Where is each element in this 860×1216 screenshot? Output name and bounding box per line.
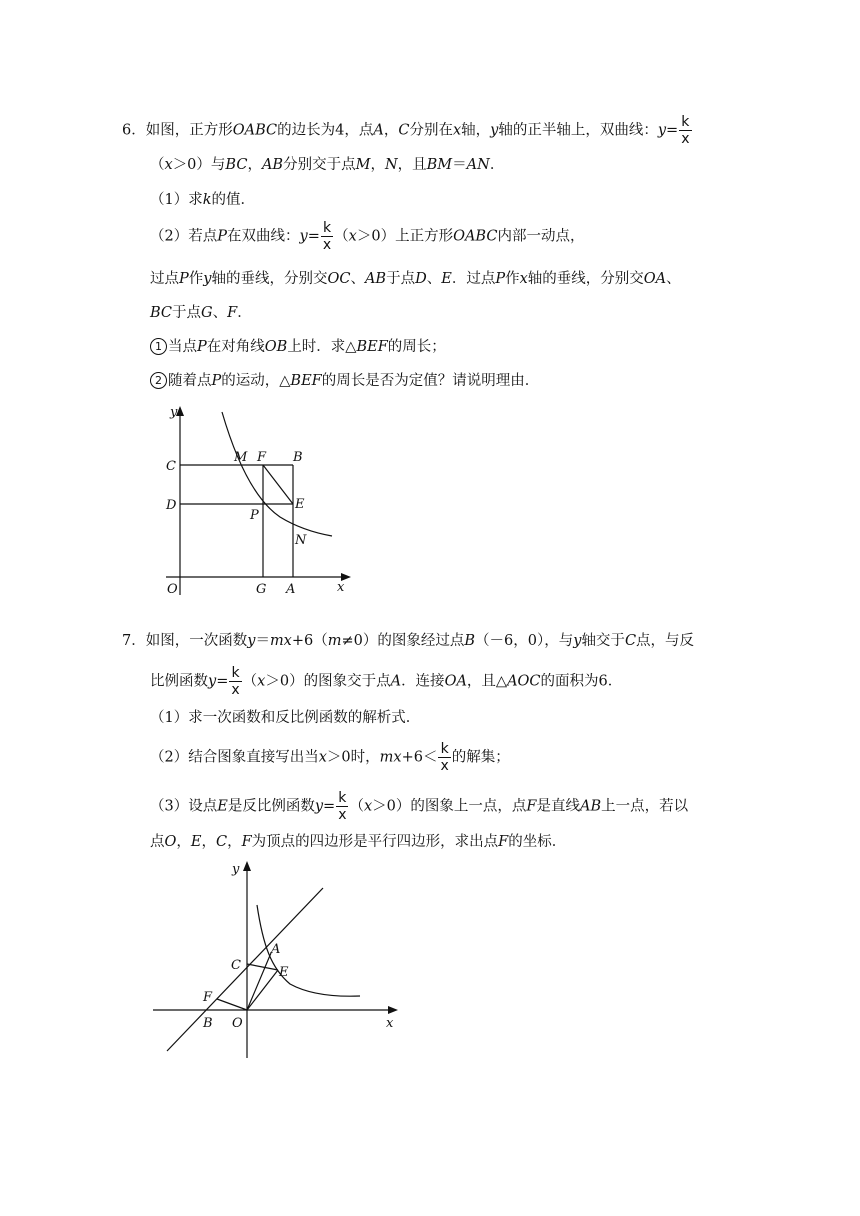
label-P: P	[250, 508, 259, 523]
label-y: y	[232, 862, 240, 877]
q7-line-6: 点O，E，C，F为顶点的四边形是平行四边形，求出点F的坐标．	[150, 834, 567, 850]
label-F: F	[203, 990, 213, 1005]
q6-figure	[160, 400, 360, 605]
label-C: C	[166, 459, 176, 474]
q6-line-8: 2 随着点P的运动，△BEF的周长是否为定值？请说明理由．	[150, 370, 539, 392]
hyperbola-curve	[222, 412, 332, 536]
q6-line-5: 过点P作y轴的垂线，分别交OC、AB于点D、E．过点P作x轴的垂线，分别交OA、	[150, 271, 681, 287]
x-axis-arrow	[388, 1006, 398, 1014]
label-x: x	[337, 580, 345, 595]
q6-line-6: BC于点G、F．	[150, 305, 252, 321]
segment-CE	[247, 964, 278, 970]
label-M: M	[234, 450, 248, 465]
fraction-k-over-x: $\frac{k}{x}$	[440, 741, 449, 774]
segment-OA	[247, 953, 271, 1010]
segment-OE	[247, 970, 278, 1010]
q6-number: 6．	[122, 122, 146, 139]
q6-line-4: （2）若点P在双曲线：y= $\frac{k}{x}$ （x＞0）上正方形OABC内部一动点，	[150, 220, 585, 253]
q6-line-3: （1）求k的值．	[150, 192, 256, 208]
fraction-k-over-x: $\frac{k}{x}$	[681, 114, 690, 147]
label-C: C	[231, 958, 241, 973]
label-F: F	[257, 450, 267, 465]
label-G: G	[256, 582, 267, 597]
q7-line-1: 7．如图，一次函数y＝mx+6（m≠0）的图象经过点B（－6，0），与y轴交于C点，与反	[122, 633, 695, 649]
label-A: A	[286, 582, 296, 597]
q7-line-4: （2）结合图象直接写出当x＞0时，mx+6＜ $\frac{k}{x}$ 的解集；	[150, 741, 510, 774]
label-y: y	[170, 405, 178, 420]
q6-line-2: （x＞0）与BC，AB分别交于点M，N，且BM＝AN．	[150, 157, 505, 173]
label-E: E	[295, 497, 305, 512]
q7-number: 7．	[122, 633, 146, 649]
label-N: N	[295, 533, 307, 548]
q7-line-5: （3）设点E是反比例函数y= $\frac{k}{x}$ （x＞0）的图象上一点，点F是直线AB上一点，若以	[150, 790, 689, 823]
q6-line-7: 1 当点P在对角线OB上时．求△BEF的周长；	[150, 336, 446, 358]
line-AB	[167, 888, 323, 1051]
segment-FE	[263, 465, 293, 504]
circled-number-1: 1	[150, 338, 167, 355]
segment-OF	[217, 999, 247, 1010]
label-O: O	[232, 1016, 243, 1031]
q7-line-3: （1）求一次函数和反比例函数的解析式．	[150, 710, 421, 726]
fraction-k-over-x: $\frac{k}{x}$	[322, 220, 332, 253]
label-A: A	[271, 942, 281, 957]
label-B: B	[293, 450, 303, 465]
q7-line-2: 比例函数y= $\frac{k}{x}$ （x＞0）的图象交于点A．连接OA，且△AOC的面积为6．	[150, 665, 623, 698]
fraction-k-over-x: $\frac{k}{x}$	[338, 790, 347, 823]
label-x: x	[386, 1016, 394, 1031]
fraction-k-over-x: $\frac{k}{x}$	[231, 665, 240, 698]
label-D: D	[166, 498, 177, 513]
circled-number-2: 2	[150, 372, 167, 389]
q7-figure	[150, 855, 400, 1060]
y-axis-arrow	[243, 861, 251, 871]
label-E: E	[279, 965, 289, 980]
q6-line-1: 6．如图，正方形OABC的边长为4，点A，C分别在x轴，y轴的正半轴上，双曲线：y= $\frac{k}{x}$	[122, 114, 690, 147]
label-B: B	[203, 1016, 213, 1031]
label-O: O	[167, 582, 178, 597]
